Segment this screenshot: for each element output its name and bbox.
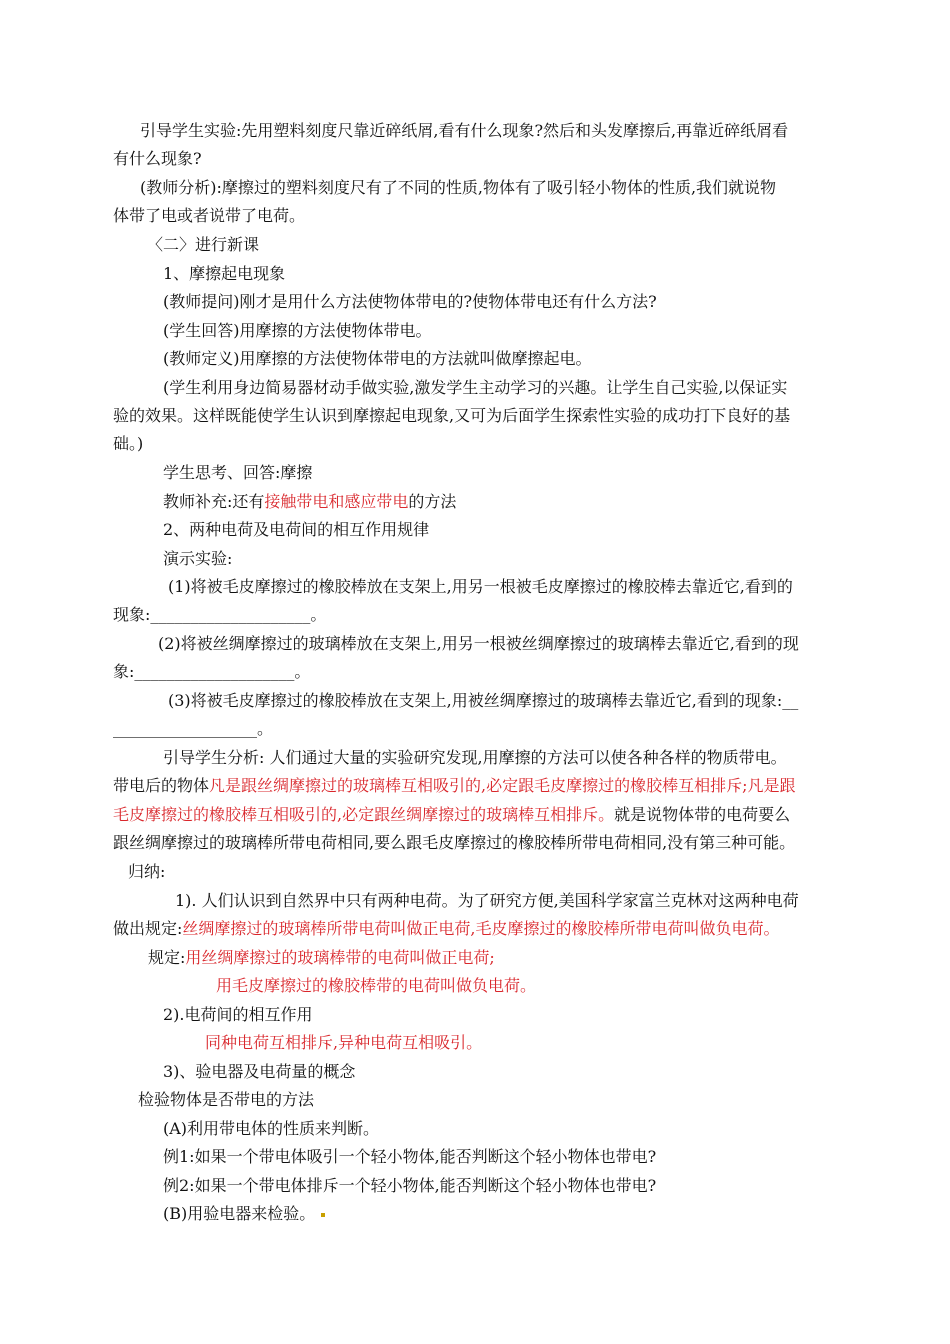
experiment-answer-blank: 象:____________________。 (113, 662, 311, 681)
paragraph-line: (教师分析):摩擦过的塑料刻度尺有了不同的性质,物体有了吸引轻小物体的性质,我们就说物 (140, 178, 777, 197)
student-thinking: 学生思考、回答:摩擦 (163, 463, 313, 482)
summary-heading: 归纳: (128, 862, 166, 881)
highlight-text: 用丝绸摩擦过的玻璃棒带的电荷叫做正电荷; (185, 948, 495, 967)
subsection-heading: 2).电荷间的相互作用 (163, 1005, 313, 1024)
paragraph-line: 1). 人们认识到自然界中只有两种电荷。为了研究方便,美国科学家富兰克林对这两种电荷 (175, 891, 799, 910)
highlight-text: 同种电荷互相排斥,异种电荷互相吸引。 (205, 1033, 483, 1052)
experiment-line: (2)将被丝绸摩擦过的玻璃棒放在支架上,用另一根被丝绸摩擦过的玻璃棒去靠近它,看到的现 (158, 634, 799, 653)
rule-line: 用毛皮摩擦过的橡胶棒带的电荷叫做负电荷。 (216, 976, 537, 995)
paragraph-line: (学生利用身边简易器材动手做实验,激发学生主动学习的兴趣。让学生自己实验,以保证实 (163, 378, 788, 397)
method-heading: 检验物体是否带电的方法 (138, 1090, 315, 1109)
experiment-line: (3)将被毛皮摩擦过的橡胶棒放在支架上,用被丝绸摩擦过的玻璃棒去靠近它,看到的现象:__ (168, 691, 799, 710)
student-answer: (学生回答)用摩擦的方法使物体带电。 (163, 321, 432, 340)
paragraph-line: 做出规定:丝绸摩擦过的玻璃棒所带电荷叫做正电荷,毛皮摩擦过的橡胶棒所带电荷叫做负电荷。 (113, 919, 780, 938)
highlight-text: 接触带电和感应带电 (264, 492, 409, 511)
teacher-question: (教师提问)刚才是用什么方法使物体带电的?使物体带电还有什么方法? (163, 292, 657, 311)
paragraph-line: 引导学生实验:先用塑料刻度尺靠近碎纸屑,看有什么现象?然后和头发摩擦后,再靠近碎纸屑看 (140, 121, 789, 140)
method-line: (A)利用带电体的性质来判断。 (163, 1119, 380, 1138)
method-line: (B)用验电器来检验。 (163, 1204, 325, 1224)
experiment-answer-blank: 现象:____________________。 (113, 605, 327, 624)
paragraph-line: 带电后的物体凡是跟丝绸摩擦过的玻璃棒互相吸引的,必定跟毛皮摩擦过的橡胶棒互相排斥;凡是跟 (113, 776, 796, 795)
paragraph-line: 引导学生分析: 人们通过大量的实验研究发现,用摩擦的方法可以使各种各样的物质带电。 (163, 748, 787, 767)
experiment-line: (1)将被毛皮摩擦过的橡胶棒放在支架上,用另一根被毛皮摩擦过的橡胶棒去靠近它,看到的 (168, 577, 793, 596)
example-line: 例1:如果一个带电体吸引一个轻小物体,能否判断这个轻小物体也带电? (163, 1147, 657, 1166)
example-line: 例2:如果一个带电体排斥一个轻小物体,能否判断这个轻小物体也带电? (163, 1176, 657, 1195)
experiment-answer-blank: __________________。 (113, 719, 274, 738)
rule-line: 规定:用丝绸摩擦过的玻璃棒带的电荷叫做正电荷; (148, 948, 495, 967)
teacher-definition: (教师定义)用摩擦的方法使物体带电的方法就叫做摩擦起电。 (163, 349, 592, 368)
demo-label: 演示实验: (163, 549, 233, 568)
highlight-text: 丝绸摩擦过的玻璃棒所带电荷叫做正电荷,毛皮摩擦过的橡胶棒所带电荷叫做负电荷。 (182, 919, 780, 938)
paragraph-line: 有什么现象? (113, 149, 202, 168)
paragraph-line: 跟丝绸摩擦过的玻璃棒所带电荷相同,要么跟毛皮摩擦过的橡胶棒所带电荷相同,没有第三种可能。 (113, 833, 796, 852)
highlight-text: 凡是跟丝绸摩擦过的玻璃棒互相吸引的,必定跟毛皮摩擦过的橡胶棒互相排斥;凡是跟 (209, 776, 796, 795)
paragraph-line: 体带了电或者说带了电荷。 (113, 206, 306, 225)
subsection-heading: 3)、验电器及电荷量的概念 (163, 1062, 356, 1081)
subsection-heading: 1、摩擦起电现象 (163, 264, 286, 283)
subsection-heading: 2、两种电荷及电荷间的相互作用规律 (163, 520, 430, 539)
paragraph-line: 验的效果。这样既能使学生认识到摩擦起电现象,又可为后面学生探索性实验的成功打下良好的基 (113, 406, 791, 425)
paragraph-line: 础。) (113, 434, 144, 453)
marker-dot (321, 1213, 325, 1217)
teacher-supplement: 教师补充:还有接触带电和感应带电的方法 (163, 492, 457, 511)
section-heading: 〈二〉进行新课 (147, 235, 260, 254)
paragraph-line: 毛皮摩擦过的橡胶棒互相吸引的,必定跟丝绸摩擦过的玻璃棒互相排斥。就是说物体带的电荷要么 (113, 805, 791, 824)
highlight-text: 毛皮摩擦过的橡胶棒互相吸引的,必定跟丝绸摩擦过的玻璃棒互相排斥。 (113, 805, 615, 824)
